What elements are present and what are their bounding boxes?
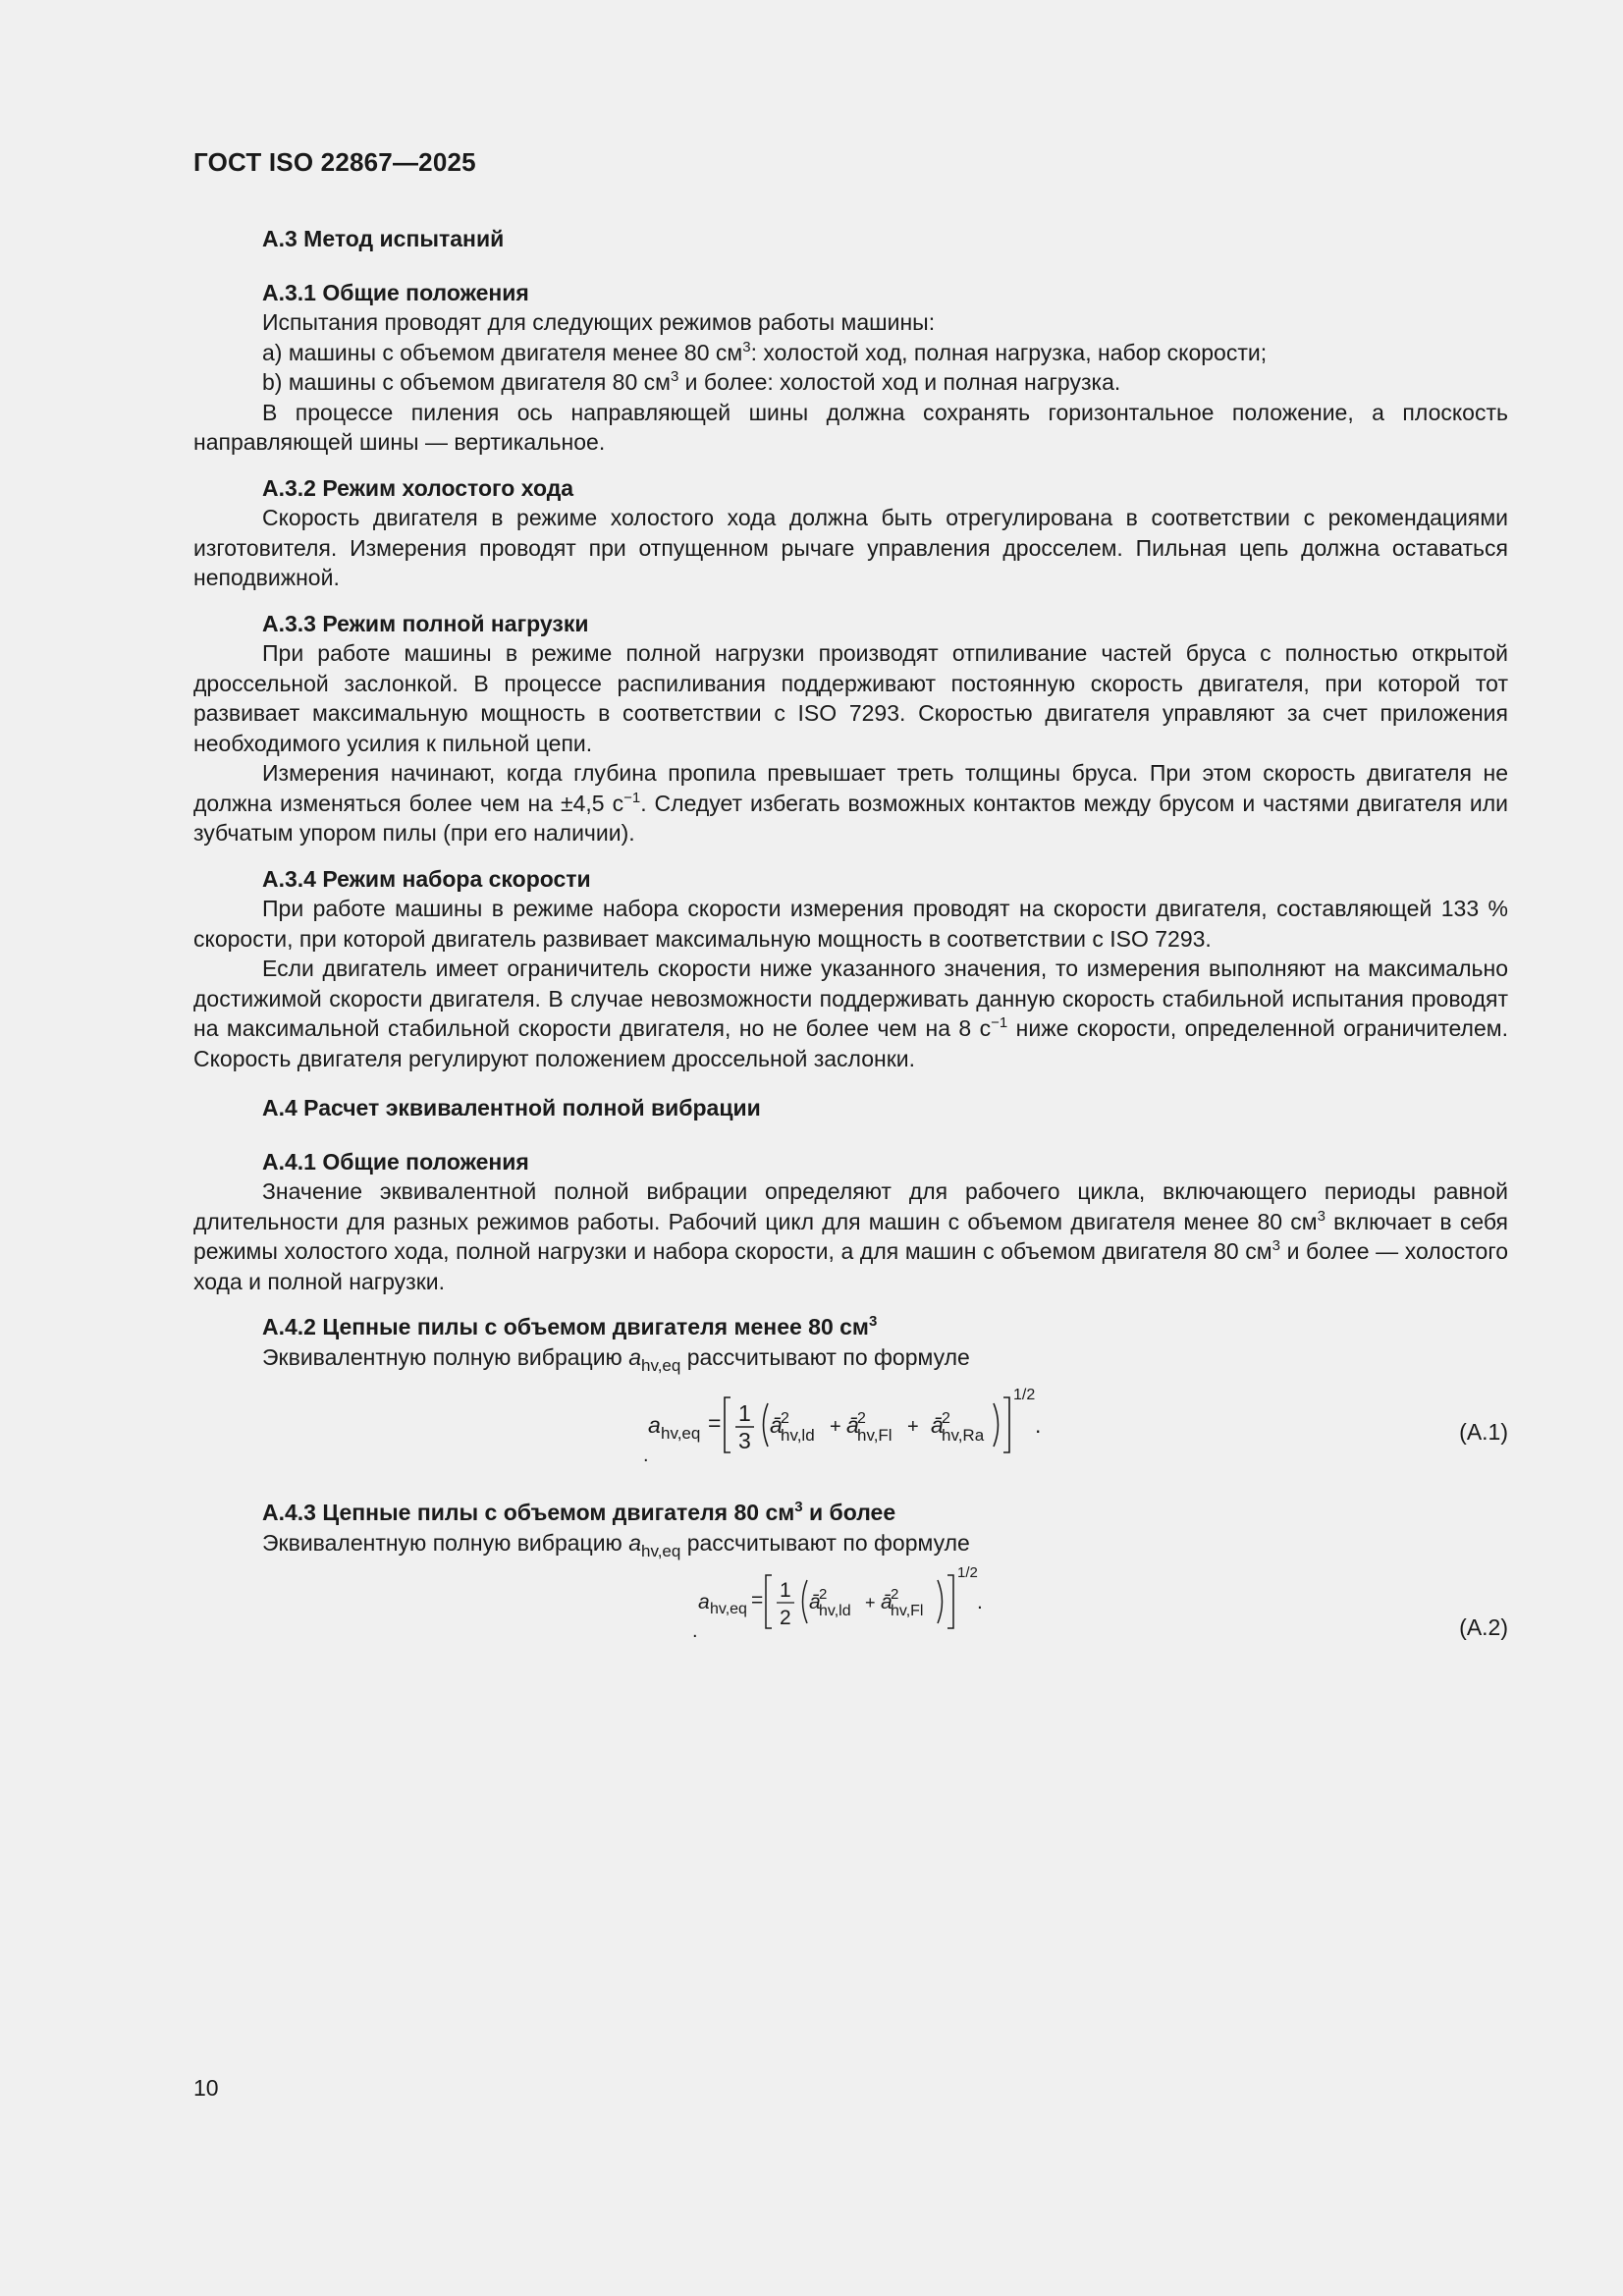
a41-paragraph: Значение эквивалентной полной вибрации определяют для рабочего цикла, включающего периоды равной длительности для разных режимов работы. Рабочий цикл для машин с объемом двигателя менее 80 $см^3$ включает в себя режимы холостого хода, полной нагрузки и набора скорости, а для машин с объемом двигателя 80 $см^3$ и более — холостого хода и полной нагрузки. <box>193 1178 1508 1294</box>
svg-text:1: 1 <box>780 1579 791 1602</box>
svg-text:2: 2 <box>942 1410 950 1427</box>
svg-text:ā: ā <box>809 1591 821 1613</box>
heading-a33: А.3.3 Режим полной нагрузки <box>262 610 589 636</box>
heading-a43: А.4.3 Цепные пилы с объемом двигателя 80 $см^3$ и более <box>262 1499 896 1525</box>
a43-intro: Эквивалентную полную вибрацию $a_{hv,eq}$ рассчитывают по формуле <box>262 1529 970 1560</box>
svg-text:hv,Fl: hv,Fl <box>891 1603 924 1619</box>
svg-text:ā: ā <box>931 1412 944 1438</box>
section-a43 <box>193 1498 1508 1669</box>
heading-a4: А.4 Расчет эквивалентной полной вибрации <box>262 1095 761 1121</box>
svg-text:2: 2 <box>857 1410 866 1427</box>
svg-text:hv,Fl: hv,Fl <box>857 1426 893 1445</box>
section-a33 <box>193 609 1508 848</box>
svg-text:hv,ld: hv,ld <box>819 1603 851 1619</box>
svg-text:+: + <box>907 1416 919 1438</box>
equation-number-a1: (А.1) <box>1459 1419 1508 1445</box>
section-a32 <box>193 473 1508 593</box>
page-content <box>193 224 1508 1669</box>
a31-paragraph: В процессе пиления ось направляющей шины должна сохранять горизонтальное положение, а плоскость направляющей шины — вертикальное. <box>193 399 1508 455</box>
svg-text:3: 3 <box>738 1428 751 1453</box>
a31-intro: Испытания проводят для следующих режимов работы машины: <box>262 309 936 335</box>
formula-a2-dot: . <box>692 1620 698 1642</box>
svg-text:a: a <box>648 1412 661 1438</box>
svg-text:2: 2 <box>819 1586 828 1603</box>
formula-a1 <box>193 1372 1508 1488</box>
formula-a1-dot: . <box>643 1445 649 1466</box>
formula-a2 <box>193 1558 1508 1669</box>
page-number: 10 <box>193 2075 219 2101</box>
svg-text:=: = <box>708 1410 722 1436</box>
svg-text:.: . <box>1035 1412 1042 1438</box>
svg-text:1/2: 1/2 <box>957 1564 978 1581</box>
heading-a32: А.3.2 Режим холостого хода <box>262 474 574 501</box>
svg-text:hv,eq: hv,eq <box>661 1424 701 1443</box>
svg-text:2: 2 <box>781 1410 789 1427</box>
heading-a41: А.4.1 Общие положения <box>262 1148 529 1175</box>
a34-paragraph-2: Если двигатель имеет ограничитель скорости ниже указанного значения, то измерения выполняют на максимально достижимой скорости двигателя. В случае невозможности поддерживать данную скорость стабильной испытания проводят на максимальной стабильной скорости двигателя, но не более чем на 8 $с^{-1}$ ниже скорости, определенной ограничителем. Скорость двигателя регулируют положением дроссельной заслонки. <box>193 956 1508 1071</box>
svg-text:1/2: 1/2 <box>1013 1387 1036 1403</box>
svg-text:hv,Ra: hv,Ra <box>942 1426 985 1445</box>
document-header: ГОСТ ISO 22867—2025 <box>193 147 476 177</box>
section-a41 <box>193 1147 1508 1297</box>
svg-text:ā: ā <box>881 1591 893 1613</box>
a32-paragraph: Скорость двигателя в режиме холостого хода должна быть отрегулирована в соответствии с рекомендациями изготовителя. Измерения проводят при отпущенном рычаге управления дросселем. Пильная цепь должна оставаться неподвижной. <box>193 505 1508 590</box>
equation-number-a2: (А.2) <box>1459 1614 1508 1640</box>
a34-paragraph-1: При работе машины в режиме набора скорости измерения проводят на скорости двигателя, составляющей 133 % скорости, при которой двигатель развивает максимальную мощность в соответствии с ISO 7293. <box>193 896 1508 952</box>
svg-text:2: 2 <box>891 1586 899 1603</box>
svg-text:1: 1 <box>738 1400 751 1426</box>
svg-text:+: + <box>830 1416 841 1438</box>
svg-text:ā: ā <box>846 1412 859 1438</box>
heading-a31: А.3.1 Общие положения <box>262 279 529 305</box>
heading-a42: А.4.2 Цепные пилы с объемом двигателя менее 80 $см^3$ <box>262 1313 878 1339</box>
formula-a1-expression <box>640 1386 985 1484</box>
a33-paragraph-1: При работе машины в режиме полной нагрузки производят отпиливание частей бруса с полностью открытой дроссельной заслонкой. В процессе распиливания поддерживают постоянную скорость двигателя, при которой тот развивает максимальную мощность в соответствии с ISO 7293. Скоростью двигателя управляют за счет приложения необходимого усилия к пильной цепи. <box>193 640 1508 756</box>
svg-text:.: . <box>977 1591 983 1613</box>
svg-text:hv,ld: hv,ld <box>781 1426 815 1445</box>
svg-text:=: = <box>751 1589 764 1612</box>
formula-a1-closing <box>974 1386 1053 1484</box>
list-item-b: b) машины с объемом двигателя 80 $см^3$ и более: холостой ход и полная нагрузка. <box>262 368 1121 395</box>
svg-text:ā: ā <box>770 1412 783 1438</box>
heading-a3: А.3 Метод испытаний <box>262 226 505 251</box>
formula-a2-expression <box>690 1563 1014 1662</box>
svg-text:a: a <box>698 1591 710 1613</box>
heading-a34: А.3.4 Режим набора скорости <box>262 865 591 892</box>
svg-text:+: + <box>865 1593 876 1613</box>
section-a31 <box>193 278 1508 458</box>
section-a34 <box>193 864 1508 1074</box>
a42-intro: Эквивалентную полную вибрацию $a_{hv,eq}$ рассчитывают по формуле <box>262 1343 970 1375</box>
a33-paragraph-2: Измерения начинают, когда глубина пропила превышает треть толщины бруса. При этом скорость двигателя не должна изменяться более чем на ±4,5 $с^{-1}$. Следует избегать возможных контактов между брусом и частями двигателя или зубчатым упором пилы (при его наличии). <box>193 760 1508 846</box>
section-a42 <box>193 1312 1508 1488</box>
svg-text:hv,eq: hv,eq <box>710 1601 747 1617</box>
svg-text:2: 2 <box>780 1607 791 1629</box>
list-item-a: a) машины с объемом двигателя менее 80 $см^3$: холостой ход, полная нагрузка, набор скорости; <box>262 338 1268 365</box>
